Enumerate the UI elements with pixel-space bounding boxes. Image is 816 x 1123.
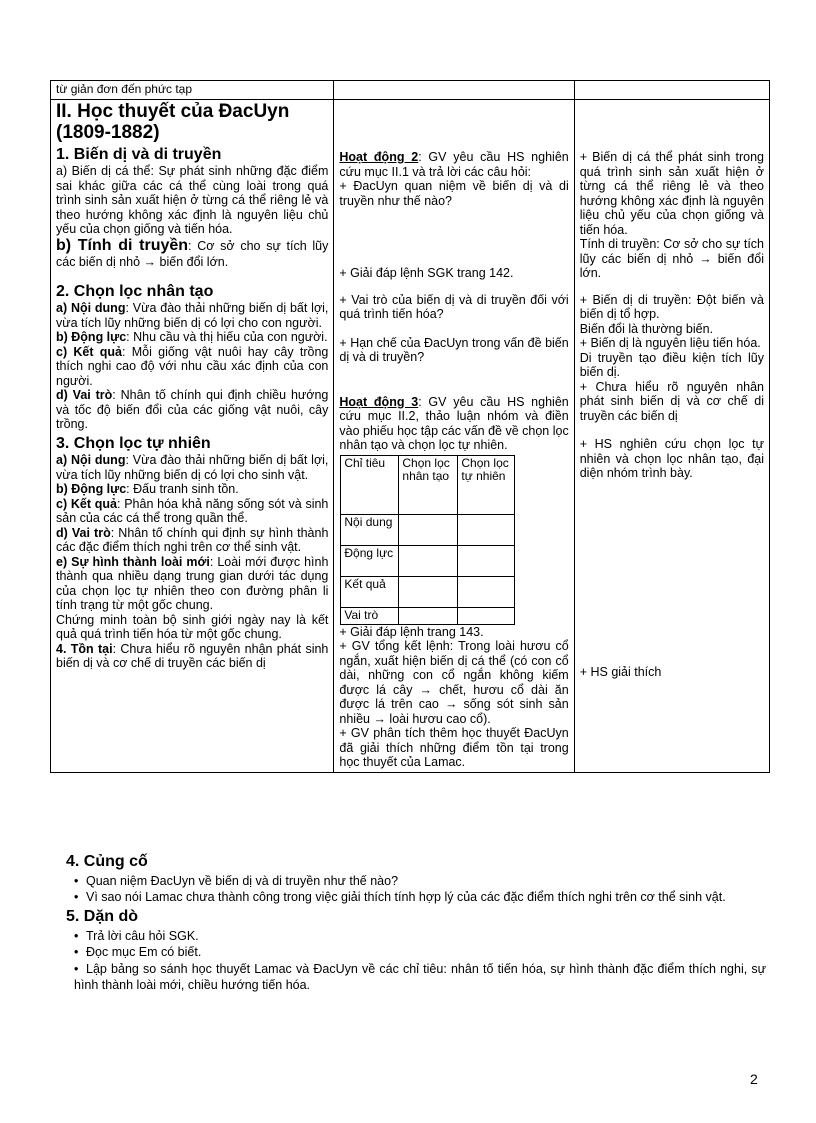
answer-8: + HS nghiên cứu chọn lọc tự nhiên và chọn lọc nhân tạo, đại diện nhóm trình bày. xyxy=(579,437,764,480)
worksheet-table xyxy=(340,455,515,625)
table-row-main xyxy=(51,100,770,773)
worksheet-row xyxy=(341,607,515,624)
activity-2-question-4: + Hạn chế của ĐacUyn trong vấn đề biến dị và di truyền? xyxy=(339,335,569,364)
after-table-section xyxy=(66,850,766,993)
top-row-empty-3 xyxy=(574,81,769,100)
answer-7: + Chưa hiểu rõ nguyên nhân phát sinh biến dị và cơ chế di truyền các biến dị xyxy=(579,379,764,423)
activity-2-question-2: + Giải đáp lệnh SGK trang 142. xyxy=(339,266,514,280)
s1-a-paragraph: a) Biến dị cá thể: Sự phát sinh những đặc điểm sai khác giữa các cá thể cùng loài trong quá trình sinh sản xuất hiện ở từng cá thể riêng lẻ và theo hướng không xác định là nguyên liệu chủ yếu của chọn giống và tiến hóa. xyxy=(56,164,329,237)
worksheet-empty-cell[interactable] xyxy=(458,576,515,607)
answer-6: Di truyền tạo điều kiện tích lũy biến dị. xyxy=(579,350,764,379)
list-item: • Vì sao nói Lamac chưa thành công trong việc giải thích tính hợp lý của các đặc điểm thích nghi trên cơ thể sinh vật. xyxy=(74,890,726,905)
s3-d-paragraph: d) Vai trò: Nhân tố chính qui định sự hình thành các đặc điểm thích nghi trên cơ thể sinh vật. xyxy=(56,525,329,555)
worksheet-row-label: Vai trò xyxy=(341,607,399,624)
answer-4: Biến đổi là thường biến. xyxy=(579,321,714,336)
page-number: 2 xyxy=(750,1071,758,1087)
answer-1: + Biến dị cá thể phát sinh trong quá trình sinh sản xuất hiện ở từng cá thể riêng lẻ và theo hướng không xác định là nguyên liệu chủ yếu của chọn giống và tiến hóa. xyxy=(579,150,764,237)
subsection-title-2: 2. Chọn lọc nhân tạo xyxy=(56,282,214,300)
top-row-empty-2 xyxy=(334,81,574,100)
bullet-icon: • xyxy=(74,961,79,976)
worksheet-row-label: Động lực xyxy=(341,545,399,576)
bullet-icon: • xyxy=(74,890,79,905)
worksheet-empty-cell[interactable] xyxy=(399,514,458,545)
section-heading: II. Học thuyết của ĐacUyn (1809-1882) xyxy=(56,101,290,143)
answer-column xyxy=(574,100,769,773)
worksheet-empty-cell[interactable] xyxy=(458,545,515,576)
consolidation-title: 4. Củng cố xyxy=(66,853,148,870)
list-item: • Lập bảng so sánh học thuyết Lamac và ĐacUyn về các chỉ tiêu: nhân tố tiến hóa, sự hình thành đặc điểm thích nghi, sự hình thành loài mới, chiều hướng tiến hóa. xyxy=(74,961,766,992)
bullet-icon: • xyxy=(74,873,79,888)
worksheet-header-cell: Chọn lọc nhân tạo xyxy=(399,455,458,514)
worksheet-empty-cell[interactable] xyxy=(399,576,458,607)
answer-9: + HS giải thích xyxy=(579,664,662,679)
s4-paragraph: 4. Tồn tại: Chưa hiểu rõ nguyên nhận phát sinh biến dị và cơ chế di truyền các biến dị xyxy=(56,641,329,671)
list-item: • Đọc mục Em có biết. xyxy=(74,945,202,960)
s3-c-paragraph: c) Kết quả: Phân hóa khả năng sống sót và sinh sản của các cá thể trong quần thể. xyxy=(56,496,329,526)
s2-b-paragraph: b) Động lực: Nhu cầu và thị hiếu của con người. xyxy=(56,330,328,345)
answer-3: + Biến dị di truyền: Đột biến và biến dị tổ hợp. xyxy=(579,292,764,321)
homework-title: 5. Dặn dò xyxy=(66,908,139,926)
s3-b-paragraph: b) Động lực: Đấu tranh sinh tồn. xyxy=(56,482,239,497)
s3-e-paragraph-2: Chứng minh toàn bộ sinh giới ngày nay là kết quả quá trình tiến hóa từ một gốc chung. xyxy=(56,612,329,642)
lesson-table xyxy=(50,80,770,773)
bullet-icon: • xyxy=(74,945,79,960)
worksheet-empty-cell[interactable] xyxy=(458,514,515,545)
s2-d-paragraph: d) Vai trò: Nhân tố chính qui định chiều hướng và tốc độ biến đổi của các giống vật nuôi, cây trồng. xyxy=(56,388,329,432)
s3-a-paragraph: a) Nội dung: Vừa đào thải những biến dị bất lợi, vừa tích lũy những biến dị có lợi cho sinh vật. xyxy=(56,453,329,482)
s3-e-paragraph: e) Sự hình thành loài mới: Loài mới được hình thành qua nhiều dạng trung gian dưới tác dụng của chọn lọc tự nhiên theo con đường phân li tính trạng từ một gốc chung. xyxy=(56,554,329,613)
list-item: • Quan niệm ĐacUyn về biến dị và di truyền như thế nào? xyxy=(74,873,399,888)
activity-column xyxy=(334,100,574,773)
after-table-2: + GV tổng kết lệnh: Trong loài hươu cổ ngắn, xuất hiện biến dị cá thể (có con cổ dài, những con cổ ngắn không kiếm được lá cây → chết, hươu cổ dài ăn được lá trên cao → sống sót sinh sản nhiều → loài hươu cao cổ). xyxy=(339,639,569,726)
after-table-3: + GV phân tích thêm học thuyết ĐacUyn đã giải thích những điểm tồn tại trong học thuyết của Lamac. xyxy=(339,726,569,769)
worksheet-row xyxy=(341,514,515,545)
subsection-title-1: 1. Biến dị và di truyền xyxy=(56,146,222,164)
worksheet-row xyxy=(341,545,515,576)
s1-b-paragraph: b) Tính di truyền: Cơ sở cho sự tích lũy các biến dị nhỏ → biến đổi lớn. xyxy=(56,236,329,270)
worksheet-empty-cell[interactable] xyxy=(399,607,458,624)
worksheet-row xyxy=(341,576,515,607)
subsection-title-3: 3. Chọn lọc tự nhiên xyxy=(56,434,211,452)
answer-5: + Biến dị là nguyên liệu tiến hóa. xyxy=(579,336,761,350)
consolidation-list xyxy=(66,873,766,906)
answer-2: Tính di truyền: Cơ sở cho sự tích lũy các biến dị nhỏ → biến đổi lớn. xyxy=(579,237,764,280)
list-item: • Trả lời câu hỏi SGK. xyxy=(74,929,199,944)
worksheet-row-label: Kết quả xyxy=(341,576,399,607)
content-column xyxy=(51,100,334,773)
worksheet-header-row xyxy=(341,455,515,514)
s2-c-paragraph: c) Kết quả: Mỗi giống vật nuôi hay cây trồng thích nghi cao độ với nhu cầu xác định của con người. xyxy=(56,344,329,388)
worksheet-empty-cell[interactable] xyxy=(458,607,515,624)
activity-2-question-3: + Vai trò của biến dị và di truyền đối với quá trình tiến hóa? xyxy=(339,292,569,321)
after-table-1: + Giải đáp lệnh trang 143. xyxy=(339,624,484,639)
s2-a-paragraph: a) Nội dung: Vừa đào thải những biến dị bất lợi, vừa tích lũy những biến dị có lợi cho con người. xyxy=(56,301,329,330)
table-row-top xyxy=(51,81,770,100)
activity-3-paragraph: Hoạt động 3: GV yêu cầu HS nghiên cứu mục II.2, thảo luận nhóm và điền vào phiếu học tập các vấn đề về chọn lọc nhân tạo và chọn lọc tự nhiên. xyxy=(339,394,569,452)
activity-2-paragraph: Hoạt động 2: GV yêu cầu HS nghiên cứu mục II.1 và trả lời các câu hỏi: xyxy=(339,150,569,179)
worksheet-header-cell: Chọn lọc tự nhiên xyxy=(458,455,515,514)
top-row-text: từ giản đơn đến phức tạp xyxy=(51,81,334,100)
worksheet-empty-cell[interactable] xyxy=(399,545,458,576)
worksheet-row-label: Nội dung xyxy=(341,514,399,545)
homework-list xyxy=(66,928,766,993)
activity-2-question-1: + ĐacUyn quan niệm về biến dị và di truyền như thế nào? xyxy=(339,179,569,208)
worksheet-header-cell: Chỉ tiêu xyxy=(341,455,399,514)
bullet-icon: • xyxy=(74,929,79,944)
